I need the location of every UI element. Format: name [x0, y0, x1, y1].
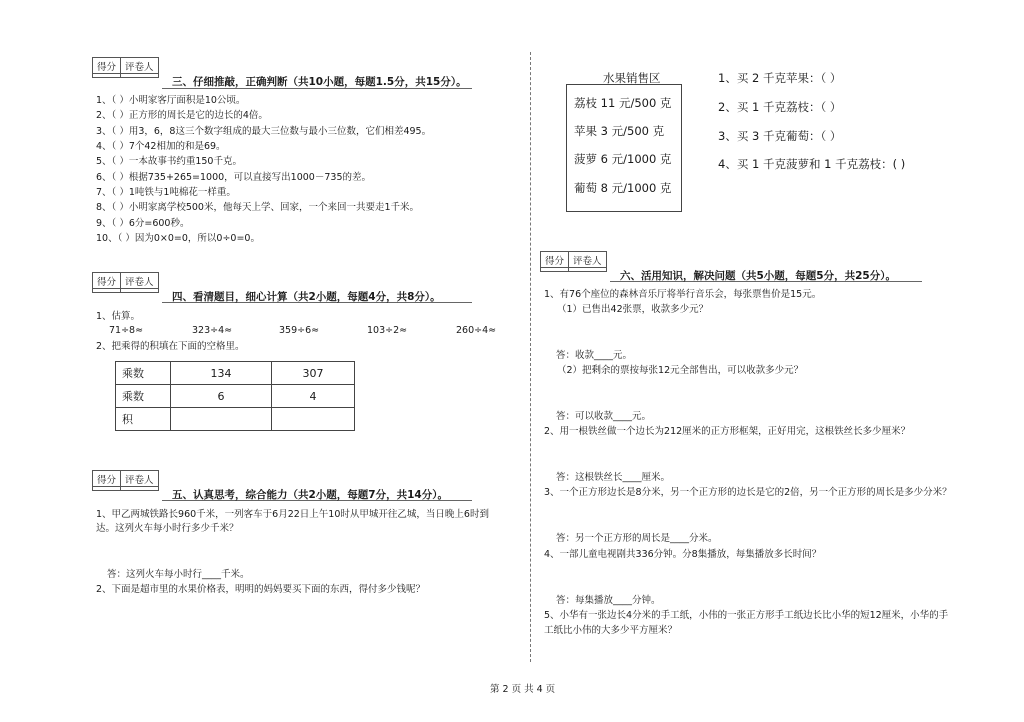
- square-answer: 答：另一个正方形的周长是____分米。: [556, 533, 718, 544]
- estimate-item-5: 260÷4≈: [456, 325, 497, 336]
- judge-item-10: 10、（ ）因为0×0=0，所以0÷0=0。: [96, 233, 260, 244]
- judge-item-9: 9、（ ）6分=600秒。: [96, 218, 190, 229]
- grader-label: 评卷人: [121, 58, 159, 74]
- multiplier-label: 乘数: [116, 362, 171, 385]
- tv-question: 4、一部儿童电视剧共336分钟。分8集播放，每集播放多长时间？: [544, 549, 822, 560]
- judge-item-4: 4、（ ）7个42相加的和是69。: [96, 141, 226, 152]
- score-label: 得分: [541, 252, 569, 268]
- train-question-line1: 1、甲乙两城铁路长960千米，一列客车于6月22日上午10时从甲城开往乙城，当日晚上6时到: [96, 509, 489, 520]
- concert-answer-2: 答：可以收款____元。: [556, 411, 652, 422]
- multiplication-table: [115, 361, 355, 431]
- grader-label: 评卷人: [121, 471, 159, 487]
- multiplier-value: 4: [272, 385, 355, 408]
- judge-item-5: 5、（ ）一本故事书约重150千克。: [96, 156, 242, 167]
- train-question-line2: 达。这列火车每小时行多少千米？: [96, 523, 239, 534]
- product-question: 2、把乘得的积填在下面的空格里。: [96, 341, 245, 352]
- fruit-price-2: 苹果 3 元/500 克: [574, 124, 665, 138]
- fruit-table-title: 水果销售区: [603, 71, 661, 85]
- multiplier-value: 307: [272, 362, 355, 385]
- grader-label: 评卷人: [121, 273, 159, 289]
- product-blank[interactable]: [171, 408, 272, 431]
- page-number: 第 2 页 共 4 页: [490, 684, 556, 695]
- wire-answer: 答：这根铁丝长____厘米。: [556, 472, 671, 483]
- score-box-section6: [540, 251, 607, 272]
- estimate-item-2: 323÷4≈: [192, 325, 233, 336]
- square-question: 3、一个正方形边长是8分米，另一个正方形的边长是它的2倍，另一个正方形的周长是多少分米？: [544, 487, 952, 498]
- product-label: 积: [116, 408, 171, 431]
- multiplier-value: 6: [171, 385, 272, 408]
- judge-item-6: 6、（ ）根据735+265=1000，可以直接写出1000－735的差。: [96, 172, 371, 183]
- concert-question: 1、有76个座位的森林音乐厅将举行音乐会，每张票售价是15元。: [544, 289, 822, 300]
- fruit-question: 2、下面是超市里的水果价格表，明明的妈妈要买下面的东西，得付多少钱呢？: [96, 584, 426, 595]
- estimate-item-3: 359÷6≈: [279, 325, 320, 336]
- judge-item-7: 7、（ ）1吨铁与1吨棉花一样重。: [96, 187, 236, 198]
- concert-answer-1: 答：收款____元。: [556, 350, 633, 361]
- score-label: 得分: [93, 471, 121, 487]
- train-answer: 答：这列火车每小时行____千米。: [107, 569, 250, 580]
- grader-label: 评卷人: [569, 252, 607, 268]
- section5-title: 五、认真思考，综合能力（共2小题，每题7分，共14分）。: [172, 489, 448, 501]
- fruit-price-1: 荔枝 11 元/500 克: [574, 96, 672, 110]
- section6-title: 六、活用知识，解决问题（共5小题，每题5分，共25分）。: [620, 270, 896, 282]
- fruit-subquestion-2: 2、买 1 千克荔枝：（ ）: [718, 100, 842, 114]
- paper-question-line1: 5、小华有一张边长4分米的手工纸，小伟的一张正方形手工纸边长比小华的短12厘米，小华的手: [544, 610, 949, 621]
- fruit-subquestion-1: 1、买 2 千克苹果：（ ）: [718, 71, 842, 85]
- estimate-question: 1、估算。: [96, 311, 141, 322]
- wire-question: 2、用一根铁丝做一个边长为212厘米的正方形框架，正好用完，这根铁丝长多少厘米？: [544, 426, 911, 437]
- judge-item-3: 3、（ ）用3，6，8这三个数字组成的最大三位数与最小三位数，它们相差495。: [96, 126, 432, 137]
- multiplier-value: 134: [171, 362, 272, 385]
- score-label: 得分: [93, 273, 121, 289]
- judge-item-1: 1、（ ）小明家客厅面积是10公顷。: [96, 95, 246, 106]
- judge-item-2: 2、（ ）正方形的周长是它的边长的4倍。: [96, 110, 268, 121]
- concert-subquestion-2: （2）把剩余的票按每张12元全部售出，可以收款多少元？: [557, 365, 804, 376]
- section4-title: 四、看清题目，细心计算（共2小题，每题4分，共8分）。: [172, 291, 441, 303]
- fruit-price-3: 菠萝 6 元/1000 克: [574, 152, 672, 166]
- fruit-price-4: 葡萄 8 元/1000 克: [574, 181, 672, 195]
- estimate-item-4: 103÷2≈: [367, 325, 408, 336]
- score-box-section4: [92, 272, 159, 293]
- fruit-subquestion-3: 3、买 3 千克葡萄：（ ）: [718, 129, 842, 143]
- score-box-section3: [92, 57, 159, 78]
- column-divider: [530, 52, 531, 662]
- paper-question-line2: 工纸比小伟的大多少平方厘米？: [544, 625, 678, 636]
- judge-item-8: 8、（ ）小明家离学校500米，他每天上学、回家，一个来回一共要走1千米。: [96, 202, 419, 213]
- product-blank[interactable]: [272, 408, 355, 431]
- estimate-item-1: 71÷8≈: [109, 325, 144, 336]
- concert-subquestion-1: （1）已售出42张票，收款多少元？: [557, 304, 709, 315]
- multiplier-label: 乘数: [116, 385, 171, 408]
- score-label: 得分: [93, 58, 121, 74]
- fruit-subquestion-4: 4、买 1 千克菠萝和 1 千克荔枝：( ): [718, 157, 906, 171]
- tv-answer: 答：每集播放____分钟。: [556, 595, 661, 606]
- section3-title: 三、仔细推敲，正确判断（共10小题，每题1.5分，共15分）。: [172, 76, 467, 88]
- score-box-section5: [92, 470, 159, 491]
